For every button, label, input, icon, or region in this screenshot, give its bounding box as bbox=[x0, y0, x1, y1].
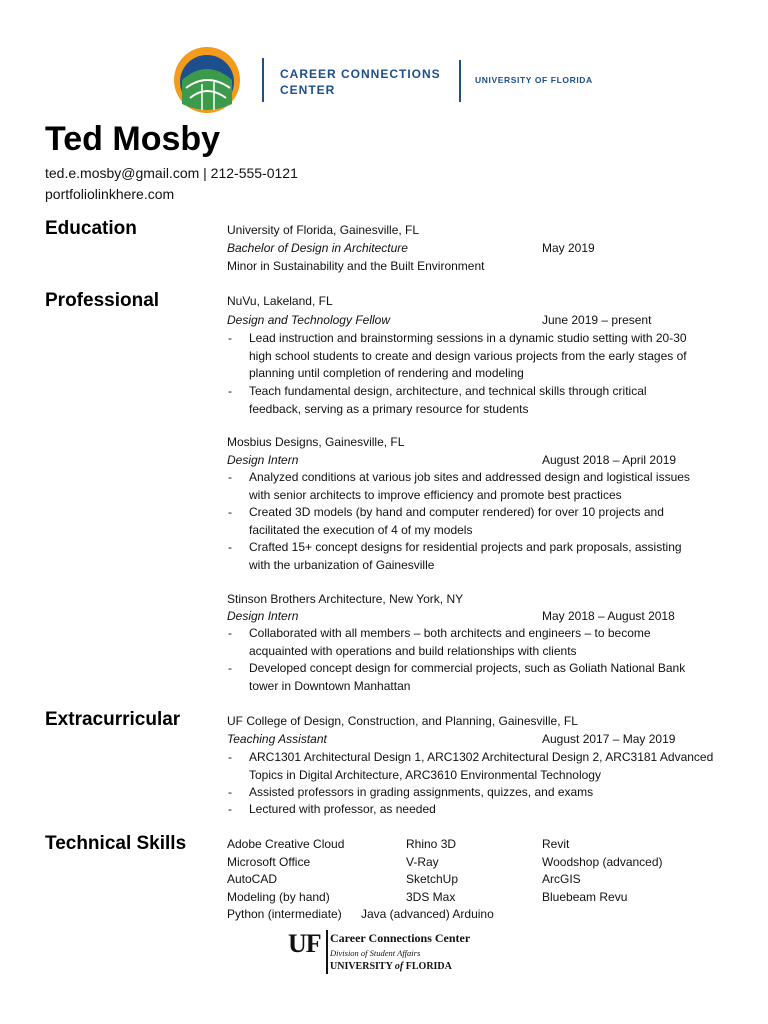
footer-ccc: Career Connections Center bbox=[330, 931, 471, 945]
bullet-text: Lead instruction and brainstorming sessions in a dynamic studio setting with 20-30 high school students to create and design various projects from the early stages of planning until completion of rendering and modeling bbox=[249, 331, 687, 380]
section-extracurricular-title: Extracurricular bbox=[45, 709, 181, 730]
bullet-dash: - bbox=[228, 750, 232, 764]
section-education-title: Education bbox=[45, 218, 137, 239]
footer-university: UNIVERSITY of FLORIDA bbox=[330, 961, 452, 972]
job-date: June 2019 – present bbox=[542, 313, 652, 327]
job-role: Design Intern bbox=[227, 453, 299, 467]
footer-uf-logo: UF bbox=[288, 929, 321, 958]
education-date: May 2019 bbox=[542, 241, 595, 255]
education-org: University of Florida, Gainesville, FL bbox=[227, 223, 420, 237]
header-university: UNIVERSITY OF FLORIDA bbox=[475, 75, 593, 85]
skills-column-2: Rhino 3D V-Ray SketchUp 3DS Max bbox=[406, 837, 459, 904]
bullet-dash: - bbox=[228, 540, 232, 554]
job-org: Stinson Brothers Architecture, New York, NY bbox=[227, 592, 464, 606]
candidate-name: Ted Mosby bbox=[45, 120, 221, 158]
skills-column-3: Revit Woodshop (advanced) ArcGIS Bluebeam Revu bbox=[542, 837, 663, 904]
skills-column-2-last: Java (advanced) Arduino bbox=[361, 907, 494, 921]
bullet-dash: - bbox=[228, 470, 232, 484]
job-org: Mosbius Designs, Gainesville, FL bbox=[227, 435, 405, 449]
bullet-dash: - bbox=[228, 626, 232, 640]
bullet-text: Assisted professors in grading assignments, quizzes, and exams bbox=[249, 785, 594, 799]
job-org: NuVu, Lakeland, FL bbox=[227, 294, 333, 308]
extracurricular-date: August 2017 – May 2019 bbox=[542, 732, 676, 746]
education-degree: Bachelor of Design in Architecture bbox=[227, 241, 408, 255]
footer-divider bbox=[326, 930, 328, 974]
education-minor: Minor in Sustainability and the Built Environment bbox=[227, 259, 485, 273]
bullet-text: Developed concept design for commercial projects, such as Goliath National Bank tower in Downtown Manhattan bbox=[249, 661, 686, 693]
bullet-text: Collaborated with all members – both architects and engineers – to become acquainted with operations and build relationships with clients bbox=[249, 626, 651, 658]
bullet-text: Analyzed conditions at various job sites and addressed design and logistical issues with senior architects to improve efficiency and promote best practices bbox=[249, 470, 690, 502]
bullet-dash: - bbox=[228, 661, 232, 675]
bullet-dash: - bbox=[228, 785, 232, 799]
bullet-text: Lectured with professor, as needed bbox=[249, 802, 436, 816]
bullet-dash: - bbox=[228, 384, 232, 398]
bullet-text: Created 3D models (by hand and computer rendered) for over 10 projects and facilitated the execution of 4 of my models bbox=[249, 505, 664, 537]
header-divider-2 bbox=[459, 60, 461, 102]
job-date: August 2018 – April 2019 bbox=[542, 453, 677, 467]
career-center-logo-icon bbox=[172, 44, 242, 116]
footer-division: Division of Student Affairs bbox=[330, 948, 421, 958]
section-professional-title: Professional bbox=[45, 290, 160, 311]
header-divider bbox=[262, 58, 264, 102]
contact-line: ted.e.mosby@gmail.com | 212-555-0121 bbox=[45, 165, 298, 181]
skills-column-1: Adobe Creative Cloud Microsoft Office AutoCAD Modeling (by hand) Python (intermediate) bbox=[227, 837, 345, 921]
bullet-dash: - bbox=[228, 331, 232, 345]
job-date: May 2018 – August 2018 bbox=[542, 609, 675, 623]
extracurricular-role: Teaching Assistant bbox=[227, 732, 327, 746]
job-role: Design and Technology Fellow bbox=[227, 313, 390, 327]
bullet-dash: - bbox=[228, 802, 232, 816]
bullet-text: ARC1301 Architectural Design 1, ARC1302 Architectural Design 2, ARC3181 Advanced Topics in Digital Architecture, ARC3610 Environmental Technology bbox=[249, 750, 714, 782]
portfolio-link: portfoliolinkhere.com bbox=[45, 186, 175, 202]
header-ccc-title: CAREER CONNECTIONS CENTER bbox=[280, 67, 441, 97]
job-role: Design Intern bbox=[227, 609, 299, 623]
bullet-text: Crafted 15+ concept designs for residential projects and park proposals, assisting with the urbanization of Gainesville bbox=[249, 540, 682, 572]
bullet-text: Teach fundamental design, architecture, and technical skills through critical feedback, serving as a primary resource for students bbox=[249, 384, 647, 416]
extracurricular-org: UF College of Design, Construction, and Planning, Gainesville, FL bbox=[227, 714, 578, 728]
bullet-dash: - bbox=[228, 505, 232, 519]
section-skills-title: Technical Skills bbox=[45, 833, 187, 854]
